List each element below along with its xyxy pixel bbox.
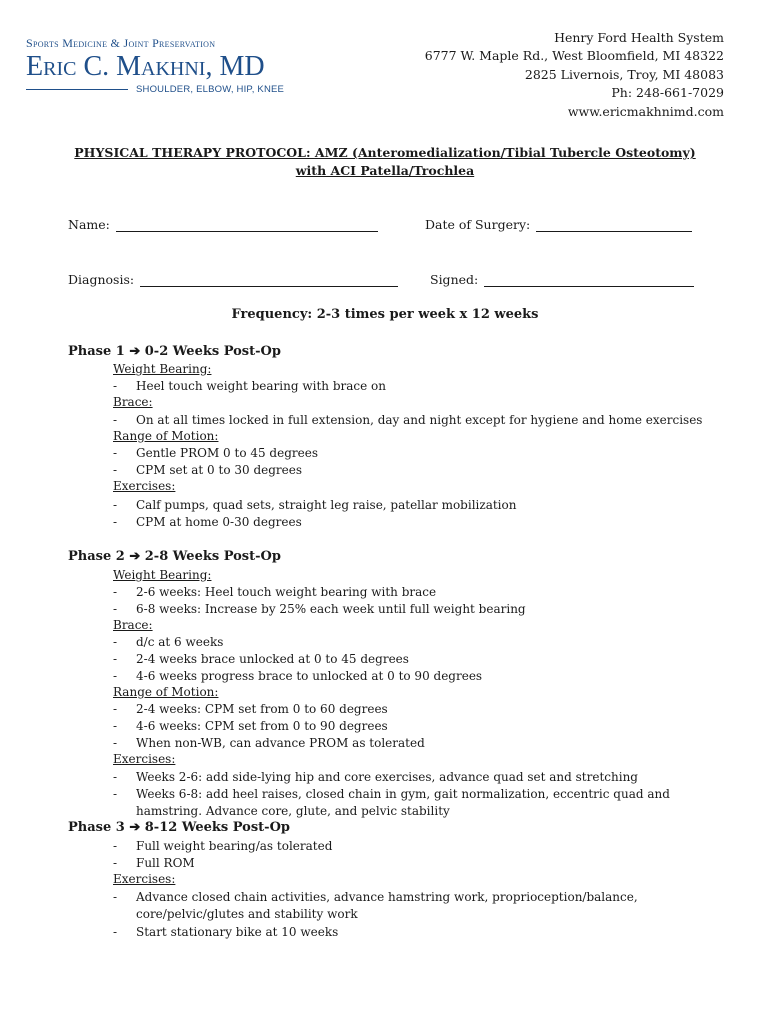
name-line[interactable] [116, 219, 378, 232]
item-text: Full weight bearing/as tolerated [136, 839, 333, 853]
phase-3-heading: Phase 3 ➔ 8-12 Weeks Post-Op [68, 820, 290, 835]
list-item [113, 497, 693, 514]
list-item [113, 514, 693, 531]
item-text: CPM at home 0-30 degrees [136, 515, 302, 529]
contact-phone: Ph: 248-661-7029 [611, 85, 724, 101]
item-text: Weeks 6-8: add heel raises, closed chain in gym, gait normalization, eccentric quad and hamstring. Advance core, glute, and pelvic stability [136, 787, 670, 818]
item-text: Gentle PROM 0 to 45 degrees [136, 446, 318, 460]
list-item [113, 838, 693, 855]
bullet-dash: - [113, 379, 118, 393]
contact-org: Henry Ford Health System [554, 30, 724, 45]
bullet-dash: - [113, 719, 118, 733]
logo-top-text: Sports Medicine & Joint Preservation [26, 36, 216, 50]
list-item [113, 668, 693, 685]
phase-1-range-of-motion-label: Range of Motion: [113, 429, 219, 443]
date-of-surgery-line[interactable] [536, 219, 692, 232]
item-text: Calf pumps, quad sets, straight leg raise, patellar mobilization [136, 498, 517, 512]
bullet-dash: - [113, 463, 118, 477]
phase-1-weight-bearing-label: Weight Bearing: [113, 362, 212, 376]
logo-tagline: SHOULDER, ELBOW, HIP, KNEE [136, 84, 285, 95]
item-text: Advance closed chain activities, advance hamstring work, proprioception/balance, core/pelvic/glutes and stability work [136, 890, 638, 921]
list-item [113, 378, 693, 395]
bullet-dash: - [113, 498, 118, 512]
list-item [113, 769, 693, 786]
phase-2-heading: Phase 2 ➔ 2-8 Weeks Post-Op [68, 549, 281, 564]
contact-website[interactable]: www.ericmakhnimd.com [567, 103, 724, 119]
bullet-dash: - [113, 702, 118, 716]
practice-logo [26, 36, 296, 95]
item-text: Full ROM [136, 856, 195, 870]
phase-1-brace-label: Brace: [113, 395, 153, 409]
phase-2-exercises-label: Exercises: [113, 752, 176, 766]
frequency-text: Frequency: 2-3 times per week x 12 weeks [231, 307, 539, 322]
bullet-dash: - [113, 635, 118, 649]
bullet-dash: - [113, 515, 118, 529]
phase-1-exercises-label: Exercises: [113, 479, 176, 493]
diagnosis-label: Diagnosis: [68, 272, 135, 287]
bullet-dash: - [113, 585, 118, 599]
list-item [113, 584, 693, 601]
name-label: Name: [68, 217, 110, 232]
bullet-dash: - [113, 890, 118, 904]
protocol-title-line1: PHYSICAL THERAPY PROTOCOL: AMZ (Anteromedialization/Tibial Tubercle Osteotomy) [74, 145, 696, 160]
phase-2-brace-label: Brace: [113, 618, 153, 632]
logo-rule [26, 89, 128, 90]
list-item [113, 855, 693, 872]
contact-block [425, 29, 724, 121]
contact-address-2: 2825 Livernois, Troy, MI 48083 [524, 66, 724, 82]
bullet-dash: - [113, 652, 118, 666]
item-text: 2-4 weeks: CPM set from 0 to 60 degrees [136, 702, 388, 716]
date-of-surgery-field [425, 217, 692, 232]
date-of-surgery-label: Date of Surgery: [425, 217, 531, 232]
bullet-dash: - [113, 787, 118, 801]
item-text: 2-6 weeks: Heel touch weight bearing with brace [136, 585, 437, 599]
bullet-dash: - [113, 839, 118, 853]
list-item [113, 412, 713, 429]
item-text: When non-WB, can advance PROM as tolerated [136, 736, 425, 750]
logo-doctor-name: Eric C. Makhni, MD [26, 51, 265, 82]
phase-2-weight-bearing-label: Weight Bearing: [113, 568, 212, 582]
item-text: 4-6 weeks progress brace to unlocked at 0 to 90 degrees [136, 669, 483, 683]
list-item [113, 445, 693, 462]
name-field [68, 217, 378, 232]
list-item [113, 889, 653, 923]
bullet-dash: - [113, 770, 118, 784]
protocol-title-line2: with ACI Patella/Trochlea [295, 163, 475, 178]
item-text: 4-6 weeks: CPM set from 0 to 90 degrees [136, 719, 388, 733]
bullet-dash: - [113, 602, 118, 616]
list-item [113, 462, 693, 479]
protocol-title [40, 144, 730, 180]
phase-2-range-of-motion-label: Range of Motion: [113, 685, 219, 699]
item-text: On at all times locked in full extension, day and night except for hygiene and home exercises [136, 413, 703, 427]
signed-line[interactable] [484, 274, 694, 287]
list-item [113, 601, 693, 618]
list-item [113, 924, 693, 941]
list-item [113, 634, 693, 651]
bullet-dash: - [113, 736, 118, 750]
contact-address-1: 6777 W. Maple Rd., West Bloomfield, MI 48322 [424, 48, 724, 64]
item-text: Start stationary bike at 10 weeks [136, 925, 339, 939]
signed-field [430, 272, 694, 287]
list-item [113, 735, 693, 752]
list-item [113, 786, 673, 820]
bullet-dash: - [113, 856, 118, 870]
item-text: 2-4 weeks brace unlocked at 0 to 45 degrees [136, 652, 409, 666]
bullet-dash: - [113, 413, 118, 427]
item-text: Heel touch weight bearing with brace on [136, 379, 386, 393]
phase-1-heading: Phase 1 ➔ 0-2 Weeks Post-Op [68, 344, 281, 359]
bullet-dash: - [113, 446, 118, 460]
diagnosis-field [68, 272, 398, 287]
item-text: Weeks 2-6: add side-lying hip and core exercises, advance quad set and stretching [136, 770, 638, 784]
logo-tagline-row [26, 84, 296, 95]
item-text: d/c at 6 weeks [136, 635, 224, 649]
item-text: 6-8 weeks: Increase by 25% each week until full weight bearing [136, 602, 526, 616]
diagnosis-line[interactable] [140, 274, 398, 287]
list-item [113, 718, 693, 735]
list-item [113, 651, 693, 668]
phase-3-exercises-label: Exercises: [113, 872, 176, 886]
bullet-dash: - [113, 925, 118, 939]
signed-label: Signed: [430, 272, 479, 287]
item-text: CPM set at 0 to 30 degrees [136, 463, 303, 477]
bullet-dash: - [113, 669, 118, 683]
list-item [113, 701, 693, 718]
